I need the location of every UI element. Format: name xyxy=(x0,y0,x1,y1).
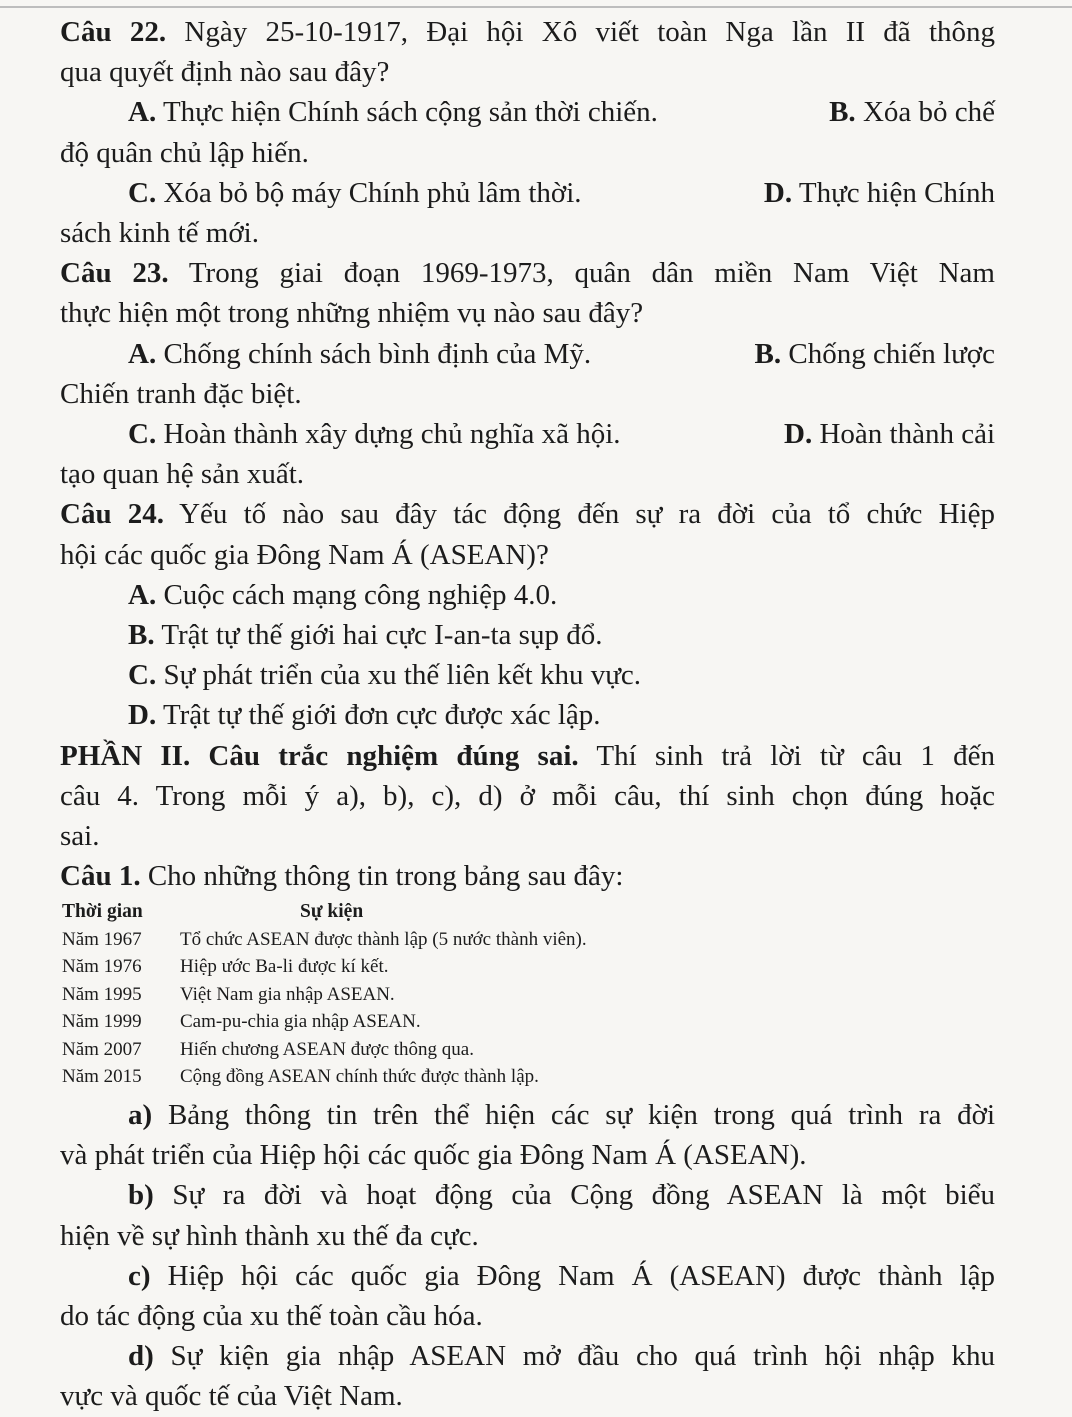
table-header xyxy=(62,898,995,926)
question-22-stem-cont: qua quyết định nào sau đây? xyxy=(60,56,390,89)
question-23-stem: Câu 23. Trong giai đoạn 1969-1973, quân dân miền Nam Việt Nam xyxy=(60,257,995,290)
question-24-stem: Câu 24. Yếu tố nào sau đây tác động đến sự ra đời của tổ chức Hiệp xyxy=(60,498,995,531)
option-c: C. Sự phát triển của xu thế liên kết khu vực. xyxy=(128,659,642,692)
option-c: C. Xóa bỏ bộ máy Chính phủ lâm thời. xyxy=(128,176,582,209)
table-row: Năm 2015 Cộng đồng ASEAN chính thức được thành lập. xyxy=(62,1066,539,1088)
part-2-header xyxy=(60,736,995,857)
statement-d: d) Sự kiện gia nhập ASEAN mở đầu cho quá trình hội nhập khu xyxy=(128,1340,995,1373)
part-2-heading: PHẦN II. Câu trắc nghiệm đúng sai. Thí sinh trả lời từ câu 1 đến xyxy=(60,739,995,772)
question-1 xyxy=(60,856,995,1416)
option-a: A. Thực hiện Chính sách cộng sản thời chiến. xyxy=(128,96,658,129)
question-23-options-ab xyxy=(60,334,995,374)
option-b: B. Xóa bỏ chế xyxy=(829,96,995,129)
part-2-intro-cont: sai. xyxy=(60,820,100,853)
question-23 xyxy=(60,253,995,494)
question-23-options-cd xyxy=(60,414,995,454)
option-b: B. Trật tự thế giới hai cực I-an-ta sụp đổ. xyxy=(128,619,603,652)
statement-a: a) Bảng thông tin trên thể hiện các sự kiện trong quá trình ra đời xyxy=(128,1098,996,1131)
option-b-cont: độ quân chủ lập hiến. xyxy=(60,136,309,169)
option-c: C. Hoàn thành xây dựng chủ nghĩa xã hội. xyxy=(128,418,621,451)
col-time-header: Thời gian xyxy=(62,901,143,923)
top-rule xyxy=(0,6,1072,8)
option-b-cont: Chiến tranh đặc biệt. xyxy=(60,377,302,410)
question-24-stem-cont: hội các quốc gia Đông Nam Á (ASEAN)? xyxy=(60,538,549,571)
events-table xyxy=(62,898,995,1091)
table-row: Năm 1976 Hiệp ước Ba-li được kí kết. xyxy=(62,956,389,978)
question-22-options-ab xyxy=(60,92,995,132)
option-d: D. Thực hiện Chính xyxy=(763,176,995,209)
table-row: Năm 1967 Tổ chức ASEAN được thành lập (5 nước thành viên). xyxy=(62,928,587,950)
statement-a-cont: và phát triển của Hiệp hội các quốc gia Đông Nam Á (ASEAN). xyxy=(60,1139,807,1172)
question-22-options-cd xyxy=(60,173,995,213)
question-22-stem: Câu 22. Ngày 25-10-1917, Đại hội Xô viết toàn Nga lần II đã thông xyxy=(60,16,996,48)
statement-d-cont: vực và quốc tế của Việt Nam. xyxy=(60,1380,403,1413)
statement-c: c) Hiệp hội các quốc gia Đông Nam Á (ASEAN) được thành lập xyxy=(128,1259,996,1292)
statement-c-cont: do tác động của xu thế toàn cầu hóa. xyxy=(60,1299,483,1332)
document-page xyxy=(60,12,995,1417)
option-a: A. Chống chính sách bình định của Mỹ. xyxy=(128,337,592,370)
col-event-header: Sự kiện xyxy=(300,901,364,923)
question-24 xyxy=(60,494,995,735)
option-d: D. Trật tự thế giới đơn cực được xác lập. xyxy=(128,699,601,732)
option-d: D. Hoàn thành cải xyxy=(784,418,995,451)
table-row: Năm 1995 Việt Nam gia nhập ASEAN. xyxy=(62,983,395,1005)
question-22 xyxy=(60,12,995,253)
table-row: Năm 2007 Hiến chương ASEAN được thông qua. xyxy=(62,1038,474,1060)
statement-b-cont: hiện về sự hình thành xu thế đa cực. xyxy=(60,1219,479,1252)
option-d-cont: sách kinh tế mới. xyxy=(60,217,259,250)
option-d-cont: tạo quan hệ sản xuất. xyxy=(60,458,305,491)
option-a: A. Cuộc cách mạng công nghiệp 4.0. xyxy=(128,578,558,611)
question-1-stem: Câu 1. Cho những thông tin trong bảng sau đây: xyxy=(60,860,624,893)
part-2-intro: câu 4. Trong mỗi ý a), b), c), d) ở mỗi câu, thí sinh chọn đúng hoặc xyxy=(60,779,995,812)
table-row: Năm 1999 Cam-pu-chia gia nhập ASEAN. xyxy=(62,1011,421,1033)
question-23-stem-cont: thực hiện một trong những nhiệm vụ nào sau đây? xyxy=(60,297,644,330)
statement-b: b) Sự ra đời và hoạt động của Cộng đồng ASEAN là một biểu xyxy=(128,1179,995,1212)
option-b: B. Chống chiến lược xyxy=(754,337,995,370)
